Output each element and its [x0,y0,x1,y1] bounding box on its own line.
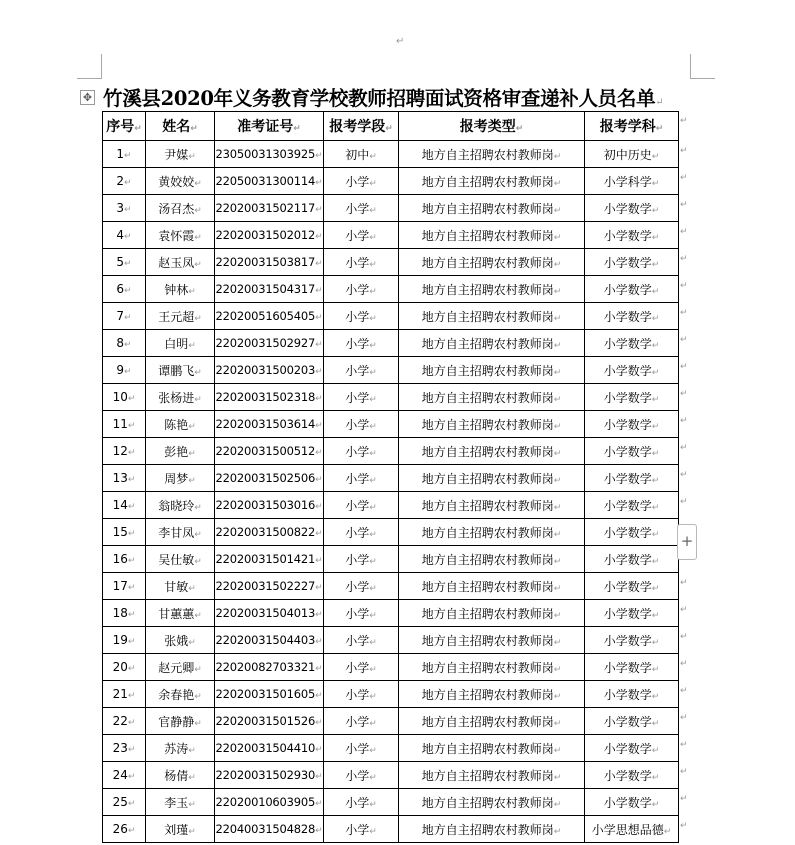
cell-subject: 小学数学↵ [585,708,679,735]
table-row [103,519,679,546]
cell-stage: 小学↵ [324,762,399,789]
cell-no: 20↵ [103,654,146,681]
cell-stage: 初中↵ [324,141,399,168]
table-row [103,708,679,735]
cell-subject: 小学科学↵ [585,168,679,195]
cell-no: 19↵ [103,627,146,654]
table-row [103,357,679,384]
cell-name: 钟林↵ [146,276,215,303]
cell-no: 18↵ [103,600,146,627]
cell-exam-id: 22020010603905↵ [215,789,324,816]
table-row [103,249,679,276]
cell-no: 26↵ [103,816,146,843]
cell-stage: 小学↵ [324,384,399,411]
row-end-mark: ↵ [680,173,688,183]
header-cell-id: 准考证号↵ [215,112,324,141]
table-row [103,276,679,303]
cell-type: 地方自主招聘农村教师岗↵ [399,384,585,411]
cell-name: 彭艳↵ [146,438,215,465]
cell-name: 黄姣姣↵ [146,168,215,195]
cell-stage: 小学↵ [324,438,399,465]
cell-type: 地方自主招聘农村教师岗↵ [399,168,585,195]
table-row [103,168,679,195]
cell-type: 地方自主招聘农村教师岗↵ [399,519,585,546]
cell-name: 汤召杰↵ [146,195,215,222]
table-move-handle-icon[interactable]: ✥ [80,90,95,105]
cell-type: 地方自主招聘农村教师岗↵ [399,249,585,276]
table-row [103,222,679,249]
cell-type: 地方自主招聘农村教师岗↵ [399,411,585,438]
cell-exam-id: 22020082703321↵ [215,654,324,681]
row-end-mark: ↵ [680,470,688,480]
document-title [103,83,703,111]
title-paragraph-mark: ↵ [655,97,664,108]
cell-type: 地方自主招聘农村教师岗↵ [399,789,585,816]
cell-subject: 小学数学↵ [585,573,679,600]
table-row [103,627,679,654]
cell-exam-id: 22020031502012↵ [215,222,324,249]
cell-no: 4↵ [103,222,146,249]
cell-name: 余春艳↵ [146,681,215,708]
cell-type: 地方自主招聘农村教师岗↵ [399,141,585,168]
cell-exam-id: 22020031502930↵ [215,762,324,789]
cell-exam-id: 22020031503614↵ [215,411,324,438]
cell-stage: 小学↵ [324,600,399,627]
cell-name: 李玉↵ [146,789,215,816]
cell-stage: 小学↵ [324,654,399,681]
cell-subject: 小学数学↵ [585,789,679,816]
cell-subject: 小学数学↵ [585,222,679,249]
table-row [103,546,679,573]
cell-exam-id: 22020031501421↵ [215,546,324,573]
cell-no: 25↵ [103,789,146,816]
cell-no: 3↵ [103,195,146,222]
table-row [103,384,679,411]
cell-no: 7↵ [103,303,146,330]
cell-type: 地方自主招聘农村教师岗↵ [399,816,585,843]
cell-type: 地方自主招聘农村教师岗↵ [399,195,585,222]
table-row [103,141,679,168]
cell-subject: 小学数学↵ [585,303,679,330]
cell-type: 地方自主招聘农村教师岗↵ [399,573,585,600]
cell-stage: 小学↵ [324,708,399,735]
cell-name: 甘敏↵ [146,573,215,600]
cell-subject: 初中历史↵ [585,141,679,168]
cell-type: 地方自主招聘农村教师岗↵ [399,600,585,627]
row-end-mark: ↵ [680,416,688,426]
cell-exam-id: 22020031503016↵ [215,492,324,519]
cell-exam-id: 22020031504317↵ [215,276,324,303]
cell-no: 9↵ [103,357,146,384]
cell-exam-id: 22020031501605↵ [215,681,324,708]
cell-no: 16↵ [103,546,146,573]
cell-stage: 小学↵ [324,357,399,384]
cell-type: 地方自主招聘农村教师岗↵ [399,357,585,384]
row-end-mark: ↵ [680,146,688,156]
row-end-mark: ↵ [680,254,688,264]
cell-no: 10↵ [103,384,146,411]
cell-type: 地方自主招聘农村教师岗↵ [399,708,585,735]
cell-exam-id: 22020031502227↵ [215,573,324,600]
cell-name: 赵元卿↵ [146,654,215,681]
cell-subject: 小学数学↵ [585,384,679,411]
cell-stage: 小学↵ [324,276,399,303]
row-end-mark: ↵ [680,578,688,588]
cell-stage: 小学↵ [324,411,399,438]
page-margin-corner-right [690,54,715,79]
cell-subject: 小学数学↵ [585,627,679,654]
cell-name: 翁晓玲↵ [146,492,215,519]
cell-name: 李甘凤↵ [146,519,215,546]
cell-subject: 小学数学↵ [585,357,679,384]
cell-type: 地方自主招聘农村教师岗↵ [399,654,585,681]
cell-name: 白明↵ [146,330,215,357]
cell-subject: 小学数学↵ [585,276,679,303]
row-end-mark: ↵ [680,632,688,642]
cell-name: 谭鹏飞↵ [146,357,215,384]
row-end-mark: ↵ [680,686,688,696]
table-row [103,303,679,330]
cell-subject: 小学数学↵ [585,330,679,357]
page-margin-corner-left [77,54,102,79]
row-end-mark: ↵ [680,362,688,372]
cell-exam-id: 22020031501526↵ [215,708,324,735]
cell-name: 吴仕敏↵ [146,546,215,573]
cell-name: 尹媒↵ [146,141,215,168]
table-row [103,654,679,681]
cell-name: 张娥↵ [146,627,215,654]
cell-name: 袁怀霞↵ [146,222,215,249]
cell-stage: 小学↵ [324,573,399,600]
cell-type: 地方自主招聘农村教师岗↵ [399,546,585,573]
cell-exam-id: 22040031504828↵ [215,816,324,843]
cell-stage: 小学↵ [324,168,399,195]
row-end-mark: ↵ [680,497,688,507]
row-end-mark: ↵ [680,335,688,345]
cell-no: 11↵ [103,411,146,438]
cell-exam-id: 22020031500822↵ [215,519,324,546]
cell-no: 8↵ [103,330,146,357]
cell-type: 地方自主招聘农村教师岗↵ [399,492,585,519]
add-row-button[interactable]: + [677,524,697,560]
cell-no: 22↵ [103,708,146,735]
header-cell-no: 序号↵ [103,112,146,141]
cell-name: 杨倩↵ [146,762,215,789]
row-end-mark: ↵ [680,116,688,126]
cell-type: 地方自主招聘农村教师岗↵ [399,438,585,465]
cell-type: 地方自主招聘农村教师岗↵ [399,222,585,249]
row-end-mark: ↵ [680,389,688,399]
cell-type: 地方自主招聘农村教师岗↵ [399,762,585,789]
row-end-mark: ↵ [680,308,688,318]
cell-subject: 小学数学↵ [585,465,679,492]
cell-name: 苏涛↵ [146,735,215,762]
cell-no: 21↵ [103,681,146,708]
cell-exam-id: 22020051605405↵ [215,303,324,330]
cell-name: 周梦↵ [146,465,215,492]
header-cell-type: 报考类型↵ [399,112,585,141]
cell-name: 张杨进↵ [146,384,215,411]
cell-stage: 小学↵ [324,249,399,276]
cell-no: 14↵ [103,492,146,519]
cell-subject: 小学数学↵ [585,600,679,627]
table-row [103,600,679,627]
cell-subject: 小学数学↵ [585,492,679,519]
cell-exam-id: 22020031504410↵ [215,735,324,762]
cell-stage: 小学↵ [324,519,399,546]
table-row [103,195,679,222]
cell-type: 地方自主招聘农村教师岗↵ [399,735,585,762]
cell-no: 1↵ [103,141,146,168]
cell-stage: 小学↵ [324,492,399,519]
cell-type: 地方自主招聘农村教师岗↵ [399,276,585,303]
table-row [103,438,679,465]
cell-name: 甘蕙蕙↵ [146,600,215,627]
cell-exam-id: 22020031500512↵ [215,438,324,465]
cell-subject: 小学思想品德↵ [585,816,679,843]
cell-subject: 小学数学↵ [585,438,679,465]
row-end-mark: ↵ [680,605,688,615]
cell-no: 12↵ [103,438,146,465]
row-end-mark: ↵ [680,659,688,669]
cell-name: 刘瑾↵ [146,816,215,843]
row-end-mark: ↵ [680,200,688,210]
cell-stage: 小学↵ [324,627,399,654]
table-row [103,573,679,600]
cell-exam-id: 22020031502117↵ [215,195,324,222]
cell-no: 13↵ [103,465,146,492]
cell-no: 23↵ [103,735,146,762]
cell-exam-id: 22020031502927↵ [215,330,324,357]
cell-no: 15↵ [103,519,146,546]
cell-exam-id: 22020031502318↵ [215,384,324,411]
cell-subject: 小学数学↵ [585,546,679,573]
row-end-mark: ↵ [680,281,688,291]
cell-no: 5↵ [103,249,146,276]
table-row [103,411,679,438]
cell-subject: 小学数学↵ [585,762,679,789]
cell-subject: 小学数学↵ [585,654,679,681]
cell-no: 17↵ [103,573,146,600]
header-cell-stage: 报考学段↵ [324,112,399,141]
cell-no: 6↵ [103,276,146,303]
table-row [103,465,679,492]
cell-stage: 小学↵ [324,681,399,708]
cell-stage: 小学↵ [324,222,399,249]
cell-stage: 小学↵ [324,303,399,330]
row-end-mark: ↵ [680,713,688,723]
cell-exam-id: 22020031504013↵ [215,600,324,627]
cell-type: 地方自主招聘农村教师岗↵ [399,330,585,357]
cell-stage: 小学↵ [324,816,399,843]
header-cell-name: 姓名↵ [146,112,215,141]
table-row [103,330,679,357]
cell-stage: 小学↵ [324,330,399,357]
cell-type: 地方自主招聘农村教师岗↵ [399,681,585,708]
document-title-text: 竹溪县2020年义务教育学校教师招聘面试资格审查递补人员名单 [103,87,656,110]
cell-stage: 小学↵ [324,195,399,222]
candidate-table [102,111,679,843]
cell-exam-id: 22020031502506↵ [215,465,324,492]
cell-exam-id: 23050031303925↵ [215,141,324,168]
row-end-mark: ↵ [680,227,688,237]
table-header-row [103,112,679,141]
row-end-mark: ↵ [680,821,688,831]
cell-exam-id: 22020031500203↵ [215,357,324,384]
table-row [103,681,679,708]
header-cell-subject: 报考学科↵ [585,112,679,141]
table-row [103,762,679,789]
cell-subject: 小学数学↵ [585,735,679,762]
table-row [103,789,679,816]
cell-subject: 小学数学↵ [585,249,679,276]
cell-type: 地方自主招聘农村教师岗↵ [399,303,585,330]
cell-exam-id: 22020031503817↵ [215,249,324,276]
cell-exam-id: 22050031300114↵ [215,168,324,195]
cell-stage: 小学↵ [324,465,399,492]
top-paragraph-mark: ↵ [396,36,405,47]
row-end-mark: ↵ [680,767,688,777]
cell-type: 地方自主招聘农村教师岗↵ [399,627,585,654]
cell-subject: 小学数学↵ [585,195,679,222]
row-end-mark: ↵ [680,443,688,453]
cell-name: 陈艳↵ [146,411,215,438]
cell-subject: 小学数学↵ [585,411,679,438]
cell-subject: 小学数学↵ [585,681,679,708]
cell-stage: 小学↵ [324,546,399,573]
table-row [103,816,679,843]
cell-stage: 小学↵ [324,789,399,816]
table-row [103,492,679,519]
cell-name: 赵玉凤↵ [146,249,215,276]
cell-name: 官静静↵ [146,708,215,735]
cell-name: 王元超↵ [146,303,215,330]
table-body [103,141,679,843]
table-row [103,735,679,762]
cell-no: 24↵ [103,762,146,789]
row-end-mark: ↵ [680,794,688,804]
cell-stage: 小学↵ [324,735,399,762]
cell-subject: 小学数学↵ [585,519,679,546]
cell-no: 2↵ [103,168,146,195]
row-end-mark: ↵ [680,740,688,750]
cell-type: 地方自主招聘农村教师岗↵ [399,465,585,492]
cell-exam-id: 22020031504403↵ [215,627,324,654]
